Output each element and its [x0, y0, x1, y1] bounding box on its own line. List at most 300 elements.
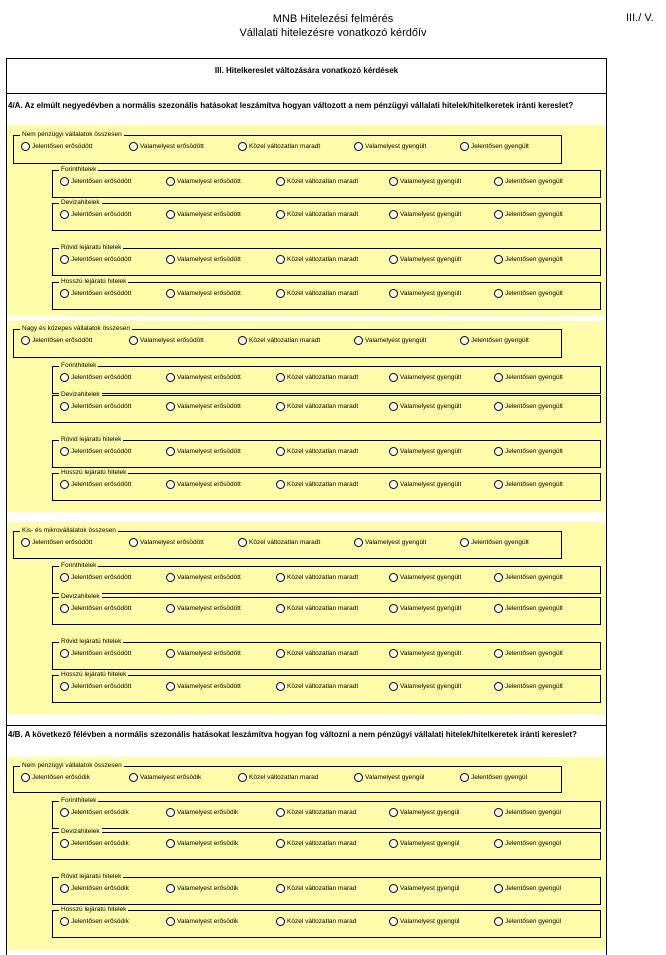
- radio-button[interactable]: [166, 210, 175, 219]
- radio-button[interactable]: [389, 682, 398, 691]
- radio-button[interactable]: [60, 808, 69, 817]
- radio-option[interactable]: [494, 649, 563, 658]
- separator: [7, 725, 606, 726]
- radio-button[interactable]: [60, 210, 69, 219]
- radio-button[interactable]: [389, 289, 398, 298]
- radio-button[interactable]: [166, 604, 175, 613]
- radio-label: Jelentősen gyengült: [505, 211, 563, 218]
- radio-button[interactable]: [276, 604, 285, 613]
- radio-option[interactable]: [166, 480, 241, 489]
- radio-option[interactable]: [276, 839, 356, 848]
- radio-label: Valamelyest erősödött: [140, 143, 204, 150]
- radio-button[interactable]: [494, 682, 503, 691]
- radio-option[interactable]: [166, 177, 241, 186]
- radio-button[interactable]: [276, 402, 285, 411]
- radio-option[interactable]: [166, 649, 241, 658]
- radio-button[interactable]: [129, 336, 138, 345]
- radio-label: Jelentősen gyengül: [505, 918, 562, 925]
- radio-label: Jelentősen erősödött: [71, 290, 132, 297]
- radio-button[interactable]: [166, 573, 175, 582]
- radio-option[interactable]: [60, 177, 131, 186]
- radio-label: Jelentősen gyengült: [505, 290, 563, 297]
- radio-label: Jelentősen erősödött: [71, 211, 132, 218]
- radio-label: Valamelyest erősödött: [177, 178, 241, 185]
- subgroup-title: Hosszú lejáratú hitelek: [61, 671, 127, 678]
- radio-button[interactable]: [129, 538, 138, 547]
- radio-option[interactable]: [494, 210, 563, 219]
- radio-button[interactable]: [389, 177, 398, 186]
- radio-option[interactable]: [276, 480, 358, 489]
- radio-button[interactable]: [389, 447, 398, 456]
- radio-label: Valamelyest gyengült: [400, 574, 462, 581]
- radio-label: Valamelyest erősödött: [177, 374, 241, 381]
- radio-button[interactable]: [494, 604, 503, 613]
- radio-button[interactable]: [60, 884, 69, 893]
- radio-button[interactable]: [166, 917, 175, 926]
- radio-option[interactable]: [494, 402, 563, 411]
- radio-button[interactable]: [60, 573, 69, 582]
- radio-label: Jelentősen gyengül: [505, 809, 562, 816]
- radio-option[interactable]: [494, 289, 563, 298]
- radio-label: Valamelyest gyengül: [400, 885, 460, 892]
- radio-button[interactable]: [354, 773, 363, 782]
- radio-label: Közel változatlan maradt: [287, 178, 359, 185]
- radio-option[interactable]: [166, 604, 241, 613]
- radio-button[interactable]: [276, 177, 285, 186]
- group-title: Nem pénzügyi vállalatok összesen: [22, 762, 122, 769]
- radio-label: Valamelyest gyengült: [400, 650, 462, 657]
- radio-label: Jelentősen erősödött: [32, 143, 93, 150]
- radio-button[interactable]: [494, 402, 503, 411]
- radio-button[interactable]: [276, 649, 285, 658]
- radio-option[interactable]: [129, 142, 204, 151]
- radio-button[interactable]: [389, 604, 398, 613]
- radio-option[interactable]: [166, 917, 238, 926]
- radio-button[interactable]: [389, 480, 398, 489]
- radio-option[interactable]: [129, 538, 204, 547]
- radio-button[interactable]: [389, 210, 398, 219]
- radio-label: Közel változatlan maradt: [287, 290, 359, 297]
- radio-label: Valamelyest erősödik: [177, 918, 239, 925]
- radio-option[interactable]: [494, 177, 563, 186]
- radio-option[interactable]: [166, 447, 241, 456]
- radio-button[interactable]: [166, 373, 175, 382]
- radio-option[interactable]: [166, 373, 241, 382]
- subgroup-box: [52, 469, 601, 501]
- radio-label: Valamelyest gyengült: [365, 337, 427, 344]
- radio-label: Jelentősen gyengült: [505, 574, 563, 581]
- radio-button[interactable]: [276, 255, 285, 264]
- radio-option[interactable]: [166, 884, 238, 893]
- radio-option[interactable]: [60, 573, 131, 582]
- radio-button[interactable]: [60, 373, 69, 382]
- radio-button[interactable]: [60, 447, 69, 456]
- radio-label: Jelentősen gyengült: [471, 143, 529, 150]
- subgroup-box: [52, 873, 601, 905]
- radio-button[interactable]: [60, 289, 69, 298]
- radio-button[interactable]: [494, 917, 503, 926]
- radio-option[interactable]: [166, 808, 238, 817]
- subgroup-title: Devizahitelek: [61, 593, 100, 600]
- radio-option[interactable]: [166, 573, 241, 582]
- radio-button[interactable]: [276, 682, 285, 691]
- group-title: Nem pénzügyi vállalatok összesen: [22, 131, 122, 138]
- radio-option[interactable]: [166, 210, 241, 219]
- radio-button[interactable]: [166, 649, 175, 658]
- radio-button[interactable]: [276, 884, 285, 893]
- radio-label: Közel változatlan maradt: [249, 539, 321, 546]
- radio-button[interactable]: [389, 808, 398, 817]
- group-box: [13, 527, 562, 559]
- radio-option[interactable]: [238, 773, 318, 782]
- radio-label: Jelentősen gyengült: [505, 650, 563, 657]
- radio-button[interactable]: [494, 808, 503, 817]
- radio-option[interactable]: [60, 604, 131, 613]
- radio-label: Jelentősen erősödött: [71, 403, 132, 410]
- radio-button[interactable]: [166, 839, 175, 848]
- radio-button[interactable]: [60, 480, 69, 489]
- radio-button[interactable]: [494, 839, 503, 848]
- radio-button[interactable]: [129, 142, 138, 151]
- radio-label: Jelentősen gyengült: [505, 683, 563, 690]
- radio-button[interactable]: [354, 336, 363, 345]
- group-box: [13, 762, 562, 793]
- subgroup-box: [52, 671, 601, 703]
- radio-button[interactable]: [166, 480, 175, 489]
- radio-option[interactable]: [166, 255, 241, 264]
- radio-option[interactable]: [276, 447, 358, 456]
- radio-label: Jelentősen erősödik: [71, 840, 129, 847]
- radio-option[interactable]: [129, 773, 201, 782]
- radio-label: Jelentősen erősödött: [71, 605, 132, 612]
- radio-option[interactable]: [21, 142, 92, 151]
- subgroup-box: [52, 638, 601, 670]
- radio-option[interactable]: [389, 289, 461, 298]
- radio-option[interactable]: [21, 538, 92, 547]
- radio-button[interactable]: [21, 142, 30, 151]
- radio-label: Jelentősen gyengül: [505, 840, 562, 847]
- radio-label: Jelentősen erősödik: [32, 774, 90, 781]
- radio-button[interactable]: [276, 447, 285, 456]
- question-block: [7, 321, 606, 512]
- radio-button[interactable]: [166, 255, 175, 264]
- radio-label: Valamelyest erősödik: [177, 885, 239, 892]
- radio-label: Közel változatlan maradt: [287, 448, 359, 455]
- radio-option[interactable]: [166, 402, 241, 411]
- radio-label: Jelentősen erősödik: [71, 809, 129, 816]
- radio-option[interactable]: [389, 210, 461, 219]
- question-block: [7, 522, 606, 714]
- subgroup-box: [52, 362, 601, 394]
- radio-button[interactable]: [494, 447, 503, 456]
- subgroup-title: Devizahitelek: [61, 391, 100, 398]
- radio-option[interactable]: [460, 142, 529, 151]
- radio-option[interactable]: [276, 649, 358, 658]
- radio-option[interactable]: [60, 402, 131, 411]
- radio-button[interactable]: [276, 839, 285, 848]
- radio-label: Valamelyest gyengül: [365, 774, 425, 781]
- radio-button[interactable]: [389, 573, 398, 582]
- radio-label: Valamelyest erősödött: [177, 211, 241, 218]
- radio-option[interactable]: [276, 604, 358, 613]
- question-text: 4/B. A következő félévben a normális szezonális hatásokat leszámítva hogyan fog változni a nem pénzügyi vállalati hitelek/hitelkeretek iránti kereslet?: [8, 730, 577, 739]
- section-title: III. Hitelkereslet változására vonatkozó kérdések: [214, 66, 399, 75]
- radio-label: Közel változatlan maradt: [287, 403, 359, 410]
- radio-option[interactable]: [60, 255, 131, 264]
- radio-button[interactable]: [60, 917, 69, 926]
- radio-button[interactable]: [238, 538, 247, 547]
- radio-button[interactable]: [494, 480, 503, 489]
- radio-button[interactable]: [166, 177, 175, 186]
- radio-option[interactable]: [494, 373, 563, 382]
- radio-option[interactable]: [389, 884, 460, 893]
- radio-button[interactable]: [60, 604, 69, 613]
- radio-option[interactable]: [129, 336, 204, 345]
- radio-option[interactable]: [60, 480, 131, 489]
- group-title: Nagy és közepes vállalatok összesen: [22, 325, 131, 332]
- radio-label: Közel változatlan marad: [287, 840, 357, 847]
- radio-option[interactable]: [60, 447, 131, 456]
- subgroup-box: [52, 278, 601, 310]
- radio-button[interactable]: [60, 682, 69, 691]
- radio-button[interactable]: [354, 538, 363, 547]
- radio-button[interactable]: [276, 808, 285, 817]
- radio-label: Jelentősen erősödött: [71, 178, 132, 185]
- radio-option[interactable]: [389, 373, 461, 382]
- radio-label: Jelentősen erősödött: [71, 481, 132, 488]
- radio-button[interactable]: [238, 773, 247, 782]
- radio-button[interactable]: [494, 289, 503, 298]
- radio-button[interactable]: [494, 210, 503, 219]
- radio-label: Jelentősen gyengült: [505, 256, 563, 263]
- radio-label: Valamelyest erősödött: [177, 605, 241, 612]
- radio-button[interactable]: [389, 839, 398, 848]
- radio-button[interactable]: [166, 884, 175, 893]
- radio-button[interactable]: [460, 773, 469, 782]
- radio-button[interactable]: [494, 255, 503, 264]
- radio-button[interactable]: [354, 142, 363, 151]
- radio-label: Jelentősen erősödött: [71, 374, 132, 381]
- radio-option[interactable]: [276, 917, 356, 926]
- group-box: [13, 131, 562, 164]
- radio-option[interactable]: [494, 917, 561, 926]
- radio-option[interactable]: [354, 336, 426, 345]
- radio-option[interactable]: [276, 255, 358, 264]
- radio-option[interactable]: [276, 402, 358, 411]
- radio-option[interactable]: [21, 773, 90, 782]
- radio-option[interactable]: [60, 649, 131, 658]
- radio-button[interactable]: [60, 177, 69, 186]
- radio-option[interactable]: [389, 839, 460, 848]
- radio-option[interactable]: [494, 573, 563, 582]
- radio-label: Valamelyest erősödött: [140, 539, 204, 546]
- radio-button[interactable]: [389, 649, 398, 658]
- radio-option[interactable]: [389, 447, 461, 456]
- subgroup-title: Forinthitelek: [61, 797, 97, 804]
- radio-label: Valamelyest gyengült: [400, 481, 462, 488]
- radio-option[interactable]: [389, 402, 461, 411]
- radio-button[interactable]: [129, 773, 138, 782]
- radio-option[interactable]: [238, 336, 320, 345]
- radio-option[interactable]: [276, 808, 356, 817]
- radio-label: Jelentősen erősödött: [71, 650, 132, 657]
- page-number: III./ V.: [626, 12, 654, 24]
- radio-button[interactable]: [60, 402, 69, 411]
- subgroup-title: Devizahitelek: [61, 828, 100, 835]
- radio-option[interactable]: [60, 682, 131, 691]
- radio-option[interactable]: [166, 839, 238, 848]
- radio-button[interactable]: [166, 289, 175, 298]
- radio-option[interactable]: [21, 336, 92, 345]
- radio-label: Valamelyest erősödött: [177, 290, 241, 297]
- radio-option[interactable]: [389, 682, 461, 691]
- radio-button[interactable]: [494, 373, 503, 382]
- radio-label: Közel változatlan maradt: [287, 211, 359, 218]
- radio-option[interactable]: [60, 210, 131, 219]
- radio-label: Jelentősen gyengül: [471, 774, 528, 781]
- radio-button[interactable]: [238, 336, 247, 345]
- radio-label: Valamelyest erősödött: [177, 448, 241, 455]
- radio-button[interactable]: [389, 402, 398, 411]
- radio-option[interactable]: [494, 255, 563, 264]
- radio-option[interactable]: [60, 917, 129, 926]
- radio-button[interactable]: [389, 373, 398, 382]
- radio-option[interactable]: [60, 884, 129, 893]
- radio-button[interactable]: [460, 336, 469, 345]
- page-header: [0, 12, 666, 40]
- radio-option[interactable]: [276, 210, 358, 219]
- radio-button[interactable]: [276, 480, 285, 489]
- radio-button[interactable]: [494, 573, 503, 582]
- radio-label: Jelentősen erősödik: [71, 885, 129, 892]
- radio-option[interactable]: [494, 604, 563, 613]
- radio-option[interactable]: [460, 336, 529, 345]
- subgroup-box: [52, 199, 601, 231]
- radio-label: Valamelyest erősödik: [177, 809, 239, 816]
- radio-button[interactable]: [166, 682, 175, 691]
- radio-button[interactable]: [60, 255, 69, 264]
- radio-option[interactable]: [276, 884, 356, 893]
- subgroup-title: Hosszú lejáratú hitelek: [61, 906, 127, 913]
- radio-button[interactable]: [166, 808, 175, 817]
- radio-option[interactable]: [354, 538, 426, 547]
- radio-option[interactable]: [494, 884, 561, 893]
- group-box: [13, 325, 562, 358]
- radio-option[interactable]: [166, 289, 241, 298]
- radio-option[interactable]: [276, 373, 358, 382]
- radio-option[interactable]: [238, 538, 320, 547]
- radio-option[interactable]: [166, 682, 241, 691]
- radio-option[interactable]: [460, 538, 529, 547]
- radio-option[interactable]: [276, 177, 358, 186]
- radio-option[interactable]: [494, 682, 563, 691]
- radio-label: Valamelyest gyengült: [400, 448, 462, 455]
- radio-option[interactable]: [494, 839, 561, 848]
- radio-button[interactable]: [494, 884, 503, 893]
- radio-button[interactable]: [238, 142, 247, 151]
- radio-option[interactable]: [389, 917, 460, 926]
- radio-option[interactable]: [389, 573, 461, 582]
- radio-button[interactable]: [276, 917, 285, 926]
- radio-label: Valamelyest erősödött: [140, 337, 204, 344]
- radio-option[interactable]: [354, 773, 425, 782]
- radio-label: Valamelyest erősödik: [140, 774, 202, 781]
- radio-option[interactable]: [389, 255, 461, 264]
- radio-button[interactable]: [21, 538, 30, 547]
- radio-option[interactable]: [389, 177, 461, 186]
- subgroup-title: Hosszú lejáratú hitelek: [61, 469, 127, 476]
- radio-option[interactable]: [60, 373, 131, 382]
- radio-label: Jelentősen erősödött: [71, 256, 132, 263]
- radio-button[interactable]: [21, 336, 30, 345]
- subgroup-box: [52, 828, 601, 860]
- radio-button[interactable]: [60, 649, 69, 658]
- radio-button[interactable]: [276, 373, 285, 382]
- question-block: [7, 125, 606, 316]
- radio-button[interactable]: [460, 142, 469, 151]
- radio-label: Jelentősen gyengült: [505, 605, 563, 612]
- radio-option[interactable]: [276, 573, 358, 582]
- radio-label: Jelentősen gyengült: [471, 539, 529, 546]
- question-text: 4/A. Az elmúlt negyedévben a normális szezonális hatásokat leszámítva hogyan változott a nem pénzügyi vállalati hitelek/hitelkeretek iránti kereslet?: [8, 101, 574, 110]
- radio-option[interactable]: [389, 808, 460, 817]
- radio-label: Valamelyest erősödött: [177, 403, 241, 410]
- radio-label: Valamelyest gyengült: [400, 683, 462, 690]
- radio-option[interactable]: [494, 808, 561, 817]
- radio-option[interactable]: [60, 839, 129, 848]
- radio-button[interactable]: [494, 177, 503, 186]
- radio-label: Jelentősen erősödött: [71, 448, 132, 455]
- subgroup-title: Hosszú lejáratú hitelek: [61, 278, 127, 285]
- radio-button[interactable]: [276, 289, 285, 298]
- radio-button[interactable]: [166, 447, 175, 456]
- radio-label: Valamelyest gyengül: [400, 918, 460, 925]
- radio-button[interactable]: [21, 773, 30, 782]
- radio-button[interactable]: [276, 210, 285, 219]
- radio-option[interactable]: [276, 289, 358, 298]
- radio-option[interactable]: [389, 649, 461, 658]
- radio-option[interactable]: [238, 142, 320, 151]
- radio-button[interactable]: [276, 573, 285, 582]
- radio-button[interactable]: [460, 538, 469, 547]
- radio-button[interactable]: [60, 839, 69, 848]
- radio-button[interactable]: [389, 255, 398, 264]
- radio-option[interactable]: [389, 604, 461, 613]
- radio-option[interactable]: [460, 773, 527, 782]
- radio-label: Közel változatlan maradt: [287, 574, 359, 581]
- radio-option[interactable]: [494, 480, 563, 489]
- radio-label: Közel változatlan maradt: [249, 143, 321, 150]
- radio-option[interactable]: [60, 808, 129, 817]
- radio-label: Valamelyest gyengül: [400, 809, 460, 816]
- radio-button[interactable]: [389, 917, 398, 926]
- radio-label: Közel változatlan marad: [287, 885, 357, 892]
- radio-button[interactable]: [166, 402, 175, 411]
- radio-label: Jelentősen gyengült: [505, 481, 563, 488]
- radio-option[interactable]: [494, 447, 563, 456]
- radio-option[interactable]: [389, 480, 461, 489]
- radio-option[interactable]: [354, 142, 426, 151]
- radio-button[interactable]: [494, 649, 503, 658]
- radio-label: Közel változatlan maradt: [287, 481, 359, 488]
- radio-label: Valamelyest gyengült: [400, 211, 462, 218]
- radio-option[interactable]: [60, 289, 131, 298]
- radio-button[interactable]: [389, 884, 398, 893]
- subgroup-box: [52, 562, 601, 594]
- radio-option[interactable]: [276, 682, 358, 691]
- radio-label: Jelentősen erősödött: [71, 683, 132, 690]
- radio-label: Jelentősen gyengült: [505, 448, 563, 455]
